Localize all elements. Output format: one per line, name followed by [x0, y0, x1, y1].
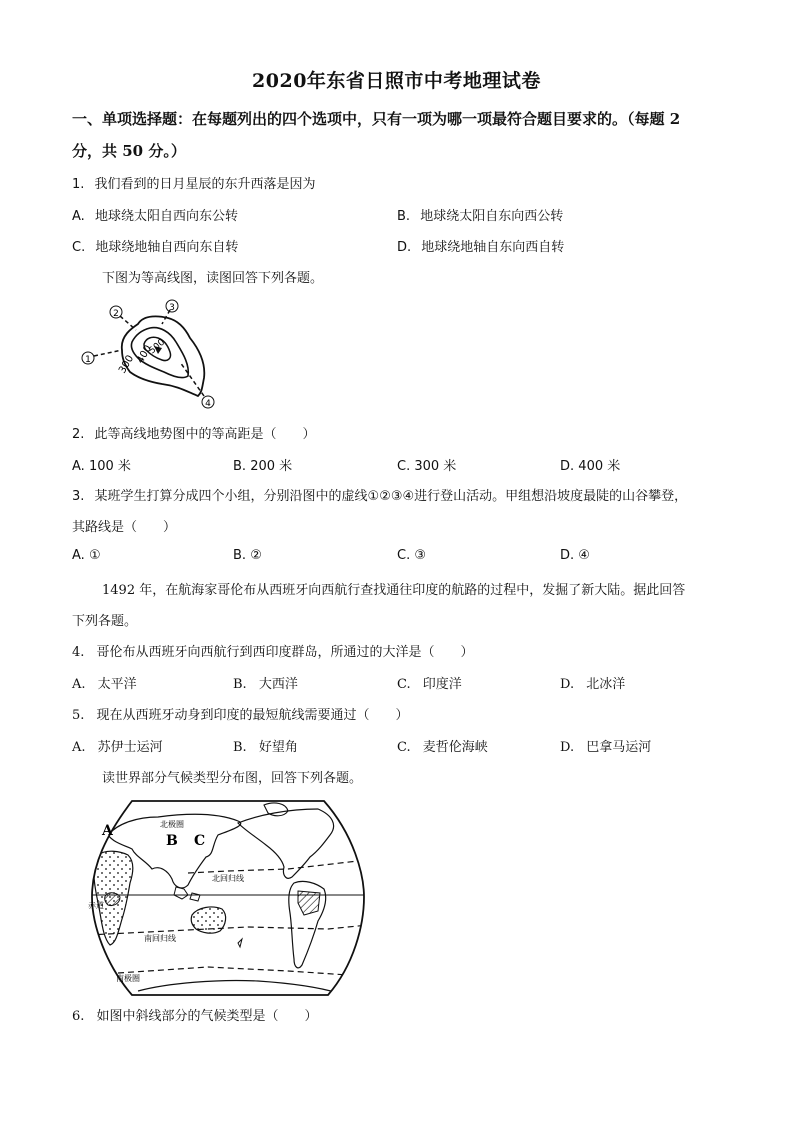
- route-label-3: 3: [169, 303, 175, 313]
- question-number: 2.: [72, 427, 85, 442]
- question-number: 5.: [72, 708, 85, 723]
- document-title: 2020年东省日照市中考地理试卷: [252, 70, 541, 92]
- option-text: 巴拿马运河: [586, 740, 652, 755]
- option-text: ①: [88, 548, 101, 563]
- elevation-label-400: 400: [135, 343, 155, 366]
- option-text: ②: [250, 548, 262, 563]
- q1-option-a[interactable]: [72, 205, 238, 224]
- option-label: C.: [397, 740, 411, 755]
- section-header-line2: 分，共 50 分。）: [72, 142, 186, 160]
- q2-option-c[interactable]: [397, 455, 456, 474]
- q4-option-a[interactable]: [72, 673, 137, 692]
- tropic-capricorn-label: 南回归线: [144, 934, 176, 943]
- q2-option-a[interactable]: [72, 455, 131, 474]
- question-stem: 哥伦布从西班牙向西航行到西印度群岛，所通过的大洋是（ ）: [96, 645, 474, 660]
- option-label: B.: [233, 677, 247, 692]
- option-label: B.: [233, 548, 247, 563]
- option-label: D.: [560, 548, 575, 563]
- option-text: 200 米: [250, 459, 293, 474]
- q3-option-b[interactable]: [233, 548, 262, 563]
- q2-option-d[interactable]: [560, 455, 620, 474]
- question-number: 6.: [72, 1009, 85, 1024]
- option-text: ③: [414, 548, 427, 563]
- map-label-b: B: [166, 833, 178, 849]
- question-2: [72, 423, 316, 442]
- columbus-intro-line2: 下列各题。: [72, 614, 138, 629]
- equator-label: 赤道: [88, 901, 104, 910]
- question-number: 3.: [72, 489, 85, 504]
- climate-intro: 读世界部分气候类型分布图，回答下列各题。: [102, 771, 363, 786]
- route-label-1: 1: [85, 355, 91, 365]
- option-label: A.: [72, 677, 86, 692]
- option-text: 100 米: [88, 459, 131, 474]
- question-3-line2: 其路线是（ ）: [72, 520, 177, 535]
- option-label: C.: [397, 677, 411, 692]
- option-text: 地球绕地轴自西向东自转: [95, 240, 239, 255]
- option-label: A.: [72, 740, 86, 755]
- question-1: [72, 173, 316, 192]
- q3-option-a[interactable]: [72, 548, 101, 563]
- question-number: 4.: [72, 645, 85, 660]
- option-label: D.: [560, 740, 575, 755]
- option-text: 好望角: [258, 740, 298, 755]
- q1-option-d[interactable]: [397, 236, 564, 255]
- question-3: [72, 485, 687, 504]
- option-text: 印度洋: [422, 677, 462, 692]
- option-text: 地球绕地轴自东向西自转: [421, 240, 565, 255]
- option-label: A.: [72, 209, 85, 224]
- option-label: C.: [397, 548, 411, 563]
- q5-option-c[interactable]: [397, 736, 488, 755]
- option-label: C.: [72, 240, 86, 255]
- q5-option-b[interactable]: [233, 736, 298, 755]
- option-label: A.: [72, 548, 85, 563]
- q1-option-c[interactable]: [72, 236, 238, 255]
- option-text: 麦哲伦海峡: [422, 740, 488, 755]
- q2-option-b[interactable]: [233, 455, 292, 474]
- question-6: [72, 1005, 318, 1024]
- question-stem-line1: 某班学生打算分成四个小组，分别沿图中的虚线①②③④进行登山活动。甲组想沿坡度最陡的山谷攀登，: [94, 489, 688, 504]
- question-number: 1.: [72, 177, 85, 192]
- option-label: D.: [397, 240, 412, 255]
- route-1-line: [94, 350, 122, 356]
- map-label-c: C: [194, 833, 206, 849]
- antarctic-circle-label: 南极圈: [116, 974, 140, 983]
- map-frame: [92, 801, 364, 995]
- q4-option-c[interactable]: [397, 673, 462, 692]
- question-stem: 如图中斜线部分的气候类型是（ ）: [96, 1009, 318, 1024]
- option-label: A.: [72, 459, 85, 474]
- option-text: 北冰洋: [586, 677, 626, 692]
- option-text: ④: [578, 548, 590, 563]
- route-label-4: 4: [205, 399, 211, 409]
- map-label-a: A: [102, 823, 113, 839]
- q4-option-d[interactable]: [560, 673, 625, 692]
- question-5: [72, 704, 409, 723]
- elevation-label-500: 500: [147, 337, 168, 357]
- route-label-2: 2: [113, 309, 119, 319]
- option-label: B.: [397, 209, 411, 224]
- option-label: B.: [233, 459, 247, 474]
- option-text: 大西洋: [258, 677, 298, 692]
- q5-option-a[interactable]: [72, 736, 163, 755]
- option-text: 太平洋: [97, 677, 137, 692]
- q3-option-d[interactable]: [560, 548, 590, 563]
- arctic-circle-label: 北极圈: [160, 820, 184, 829]
- q4-option-b[interactable]: [233, 673, 298, 692]
- option-label: D.: [560, 459, 575, 474]
- columbus-intro-line1: 1492 年，在航海家哥伦布从西班牙向西航行查找通往印度的航路的过程中，发掘了新大陆。据此回答: [102, 583, 686, 598]
- question-stem: 我们看到的日月星辰的东升西落是因为: [94, 177, 316, 192]
- option-text: 地球绕太阳自西向东公转: [94, 209, 238, 224]
- question-stem: 此等高线地势图中的等高距是（ ）: [94, 427, 316, 442]
- option-label: C.: [397, 459, 411, 474]
- q3-option-c[interactable]: [397, 548, 426, 563]
- question-4: [72, 641, 474, 660]
- section-header-line1: 一、单项选择题：在每题列出的四个选项中，只有一项为哪一项最符合题目要求的。（每题 2: [72, 110, 681, 128]
- tropic-cancer-label: 北回归线: [212, 874, 244, 883]
- option-text: 300 米: [414, 459, 457, 474]
- question-stem: 现在从西班牙动身到印度的最短航线需要通过（ ）: [96, 708, 409, 723]
- option-label: D.: [560, 677, 575, 692]
- q5-option-d[interactable]: [560, 736, 651, 755]
- elevation-label-300: 300: [117, 353, 137, 376]
- option-text: 400 米: [578, 459, 621, 474]
- contour-map-figure: [72, 292, 252, 412]
- contour-intro: 下图为等高线图，读图回答下列各题。: [102, 271, 324, 286]
- option-text: 地球绕太阳自东向西公转: [420, 209, 564, 224]
- q1-option-b[interactable]: [397, 205, 563, 224]
- option-text: 苏伊士运河: [97, 740, 163, 755]
- world-climate-map-figure: [88, 795, 368, 1000]
- australia-landmass: [191, 907, 225, 933]
- contour-line-300: [122, 316, 205, 396]
- option-label: B.: [233, 740, 247, 755]
